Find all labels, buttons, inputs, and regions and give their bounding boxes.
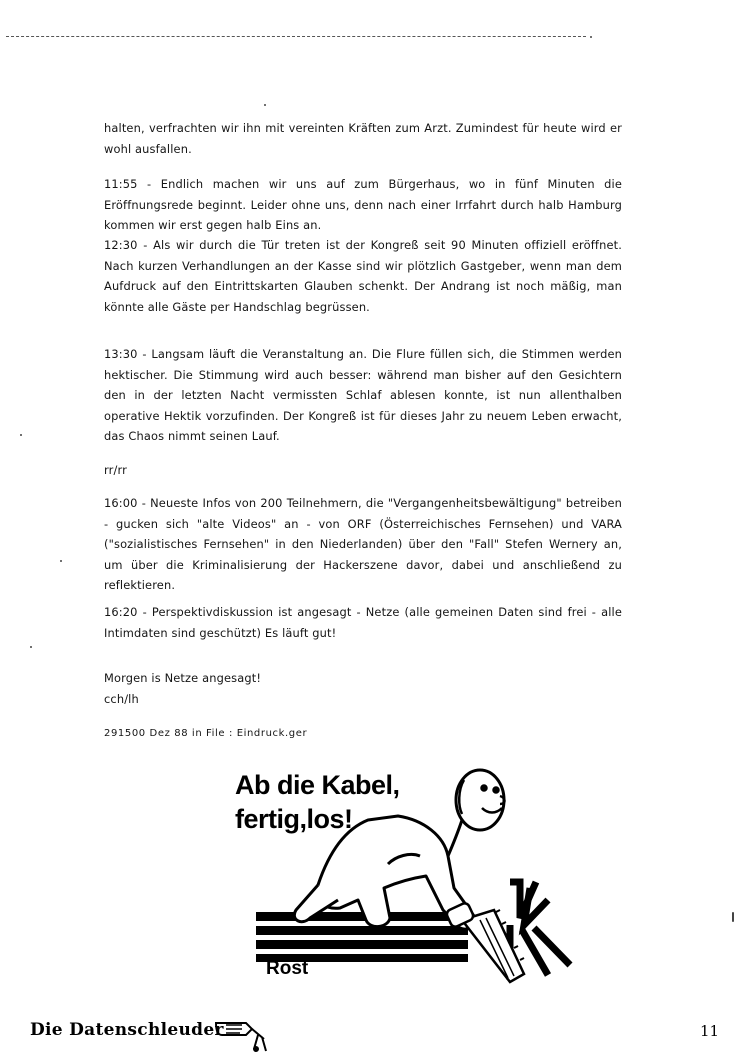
paragraph-1230: 12:30 - Als wir durch die Tür treten ist der Kongreß seit 90 Minuten offiziell eröffnet. Nach kurzen Verhandlungen an der Kasse sind wir plötzlich Gastgeber, wenn man dem Aufdruck auf den Eintrittskarten Glauben schenkt. Der Andrang ist noch mäßig, man könnte alle Gäste per Handschlag begrüssen.: [104, 238, 622, 314]
scan-speck: [60, 560, 62, 562]
page-number: 11: [700, 1022, 720, 1040]
paragraph-1330: 13:30 - Langsam läuft die Veranstaltung an. Die Flure füllen sich, die Stimmen werden hektischer. Die Stimmung wird auch besser: während man bisher auf den Gesichtern den in der letzten Nacht vermissten Schlaf ablesen konnte, ist nun allenthalben operative Hektik vorzufinden. Der Kongreß ist für dieses Jahr zu neuem Leben erwacht, das Chaos nimmt seinen Lauf.: [104, 347, 622, 443]
scan-speck: [30, 646, 32, 648]
paragraph-arzt: halten, verfrachten wir ihn mit vereinten Kräften zum Arzt. Zumindest für heute wird er wohl ausfallen.: [104, 121, 622, 156]
cartoon-headline: [235, 768, 475, 836]
paragraph-1620: 16:20 - Perspektivdiskussion ist angesagt - Netze (alle gemeinen Daten sind frei - alle Intimdaten sind geschützt) Es läuft gut!: [104, 605, 622, 640]
publication-logo: Die Datenschleuder: [30, 1020, 224, 1040]
artist-signature: Rost: [266, 958, 309, 979]
scan-speck: [590, 36, 592, 38]
author-initials-rr: rr/rr: [104, 463, 127, 477]
paragraph-1155: 11:55 - Endlich machen wir uns auf zum Bürgerhaus, wo in fünf Minuten die Eröffnungsrede beginnt. Leider ohne uns, denn nach einer Irrfahrt durch halb Hamburg kommen wir erst gegen halb Eins an.: [104, 177, 622, 232]
headline-line-1: Ab die Kabel,: [235, 770, 400, 800]
top-dashed-rule: [6, 36, 586, 37]
paragraph-1600: 16:00 - Neueste Infos von 200 Teilnehmern, die "Vergangenheitsbewältigung" betreiben - gucken sich "alte Videos" an - von ORF (Österreichisches Fernsehen) und VARA ("sozialistisches Fernsehen" in den Niederlanden) über den "Fall" Stefen Wernery an, um über die Kriminalisierung der Hackerszene davor, dabei und anschließend zu reflektieren.: [104, 496, 622, 592]
scan-speck: [732, 912, 734, 922]
scan-speck: [264, 104, 266, 106]
headline-line-2: fertig,los!: [235, 804, 353, 834]
closing-note: Morgen is Netze angesagt! cch/lh: [104, 671, 262, 706]
scan-speck: [20, 434, 22, 436]
cable-bundle: [256, 912, 468, 962]
file-reference: 291500 Dez 88 in File : Eindruck.ger: [104, 728, 308, 739]
hand-slingshot-icon: [212, 1015, 272, 1055]
